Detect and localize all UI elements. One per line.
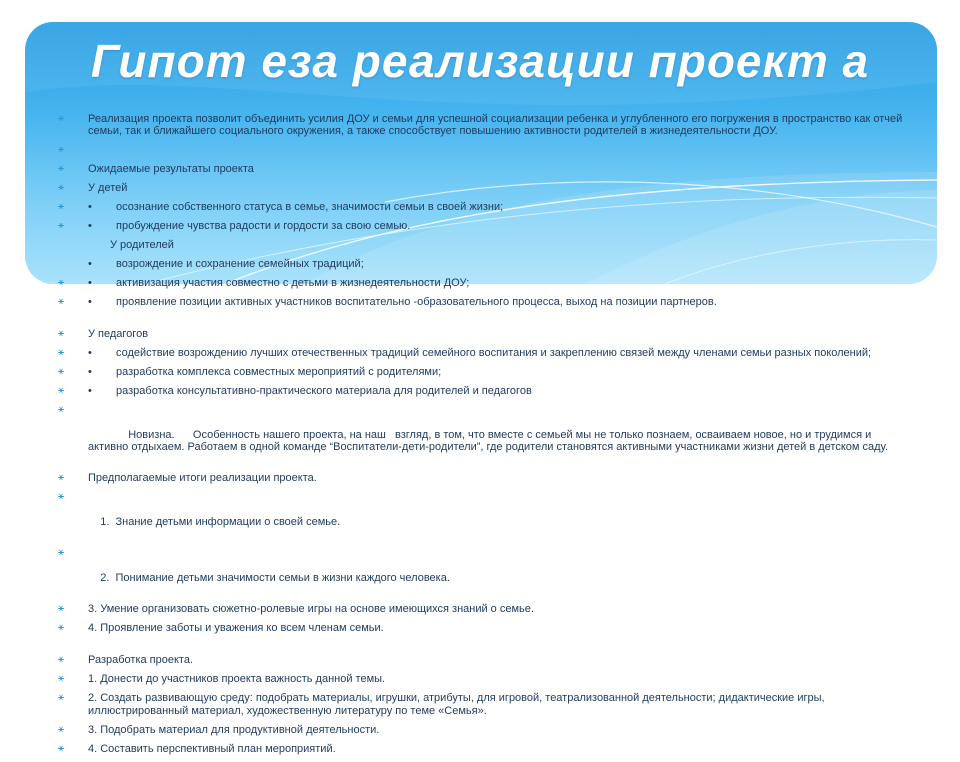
bullet-icon: ⚹ xyxy=(58,621,64,633)
bullet-icon: ⚹ xyxy=(58,723,64,735)
teachers-result-3: разработка консультативно-практического материала для родителей и педагогов xyxy=(116,385,532,398)
bullet-icon: ⚹ xyxy=(58,603,64,614)
list-item xyxy=(58,366,908,378)
list-item xyxy=(58,603,908,615)
list-marker: • xyxy=(88,295,92,308)
children-result-2: пробуждение чувства радости и гордости за свою семью. xyxy=(116,219,411,232)
outcome-2: 2. Понимание детьми значимости семьи в жизни каждого человека. xyxy=(100,571,450,584)
bullet-icon: ⚹ xyxy=(58,162,64,174)
children-heading: У детей xyxy=(88,181,128,194)
bullet-icon: ⚹ xyxy=(58,295,64,307)
list-marker: • xyxy=(88,385,92,398)
list-item-empty xyxy=(58,144,908,156)
outcome-1: 1. Знание детьми информации о своей семье. xyxy=(100,515,341,528)
list-item xyxy=(58,472,908,484)
list-marker: • xyxy=(88,366,92,379)
teachers-result-2: разработка комплекса совместных мероприятий с родителями; xyxy=(116,366,442,379)
parents-heading: У родителей xyxy=(110,238,174,251)
list-item xyxy=(58,220,908,232)
indent-space xyxy=(100,429,128,441)
list-item xyxy=(58,385,908,397)
list-marker: • xyxy=(88,347,92,360)
parents-result-3: проявление позиции активных участников воспитательно -образовательного процесса, выход на позиции партнеров. xyxy=(116,295,717,308)
bullet-icon: ⚹ xyxy=(58,673,64,685)
list-marker: • xyxy=(88,219,92,232)
bullet-icon: ⚹ xyxy=(58,491,64,503)
bullet-icon: ⚹ xyxy=(58,144,64,156)
bullet-icon: ⚹ xyxy=(58,385,64,397)
novelty-text: Новизна. Особенность нашего проекта, на наш взгляд, в том, что вместе с семьей мы не только познаем, осваиваем новое, но и трудимся и активно отдыхаем. Работаем в одной команде “Воспитатели-дети-родители”, где родители становятся активными участниками жизни детей в детском саду. xyxy=(88,428,889,453)
expected-results-heading: Ожидаемые результаты проекта xyxy=(88,162,254,175)
list-item xyxy=(58,258,908,270)
bullet-icon: ⚹ xyxy=(58,472,64,484)
bullet-icon: ⚹ xyxy=(58,692,64,704)
list-item xyxy=(58,673,908,685)
development-step-1: 1. Донести до участников проекта важность данной темы. xyxy=(88,673,386,686)
list-item xyxy=(58,547,908,596)
list-item xyxy=(58,692,908,717)
teachers-result-1: содействие возрождению лучших отечественных традиций семейного воспитания и закреплению связей между членами семьи разных поколений; xyxy=(116,347,872,360)
parents-result-2: активизация участия совместно с детьми в жизнедеятельности ДОУ; xyxy=(116,276,470,289)
list-item xyxy=(58,724,908,736)
bullet-icon: ⚹ xyxy=(58,113,64,124)
bullet-icon: ⚹ xyxy=(58,742,64,754)
list-item xyxy=(58,654,908,666)
list-item xyxy=(58,277,908,289)
development-heading: Разработка проекта. xyxy=(88,654,194,667)
children-result-1: осознание собственного статуса в семье, значимости семьи в своей жизни; xyxy=(116,200,504,213)
slide-title: Гипот еза реализации проект а xyxy=(90,35,870,87)
bullet-icon: ⚹ xyxy=(58,328,64,340)
bullet-icon: ⚹ xyxy=(58,654,64,666)
bullet-icon: ⚹ xyxy=(58,181,64,193)
development-step-3: 3. Подобрать материал для продуктивной деятельности. xyxy=(88,723,380,736)
list-item xyxy=(58,163,908,175)
development-step-2: 2. Создать развивающую среду: подобрать материалы, игрушки, атрибуты, для игровой, театрализованной деятельности; дидактические игры, иллюстрированный материал, художественную литературу по теме «Семья». xyxy=(88,692,825,717)
bullet-icon: ⚹ xyxy=(58,547,64,559)
list-item xyxy=(58,347,908,359)
bullet-icon: ⚹ xyxy=(58,366,64,378)
list-item xyxy=(58,201,908,213)
outcome-4: 4. Проявление заботы и уважения ко всем членам семьи. xyxy=(88,621,384,634)
list-item xyxy=(58,404,908,465)
bullet-icon: ⚹ xyxy=(58,347,64,359)
bullet-icon: ⚹ xyxy=(58,219,64,231)
parents-result-1: возрождение и сохранение семейных традиций; xyxy=(116,257,364,270)
teachers-heading: У педагогов xyxy=(88,328,149,341)
slide-content xyxy=(58,113,908,762)
intro-text: Реализация проекта позволит объединить усилия ДОУ и семьи для успешной социализации ребенка и углубленного его погружения в пространство как отчей семьи, так и ближайшего социального окружения, а также способствует повышению активности родителей в жизнедеятельности ДОУ. xyxy=(88,113,903,138)
list-marker: • xyxy=(88,257,92,270)
list-item xyxy=(58,296,908,308)
list-item xyxy=(58,491,908,540)
list-item xyxy=(58,113,908,138)
outcome-3: 3. Умение организовать сюжетно-ролевые игры на основе имеющихся знаний о семье. xyxy=(88,603,534,615)
list-item xyxy=(58,182,908,194)
bullet-icon: ⚹ xyxy=(58,276,64,288)
list-item xyxy=(58,622,908,634)
outcomes-heading: Предполагаемые итоги реализации проекта. xyxy=(88,472,317,485)
bullet-icon: ⚹ xyxy=(58,404,64,416)
development-step-4: 4. Составить перспективный план мероприятий. xyxy=(88,742,336,755)
list-marker: • xyxy=(88,276,92,289)
list-marker: • xyxy=(88,200,92,213)
list-item xyxy=(58,328,908,340)
bullet-icon: ⚹ xyxy=(58,200,64,212)
list-item xyxy=(58,743,908,755)
list-item xyxy=(58,239,908,251)
